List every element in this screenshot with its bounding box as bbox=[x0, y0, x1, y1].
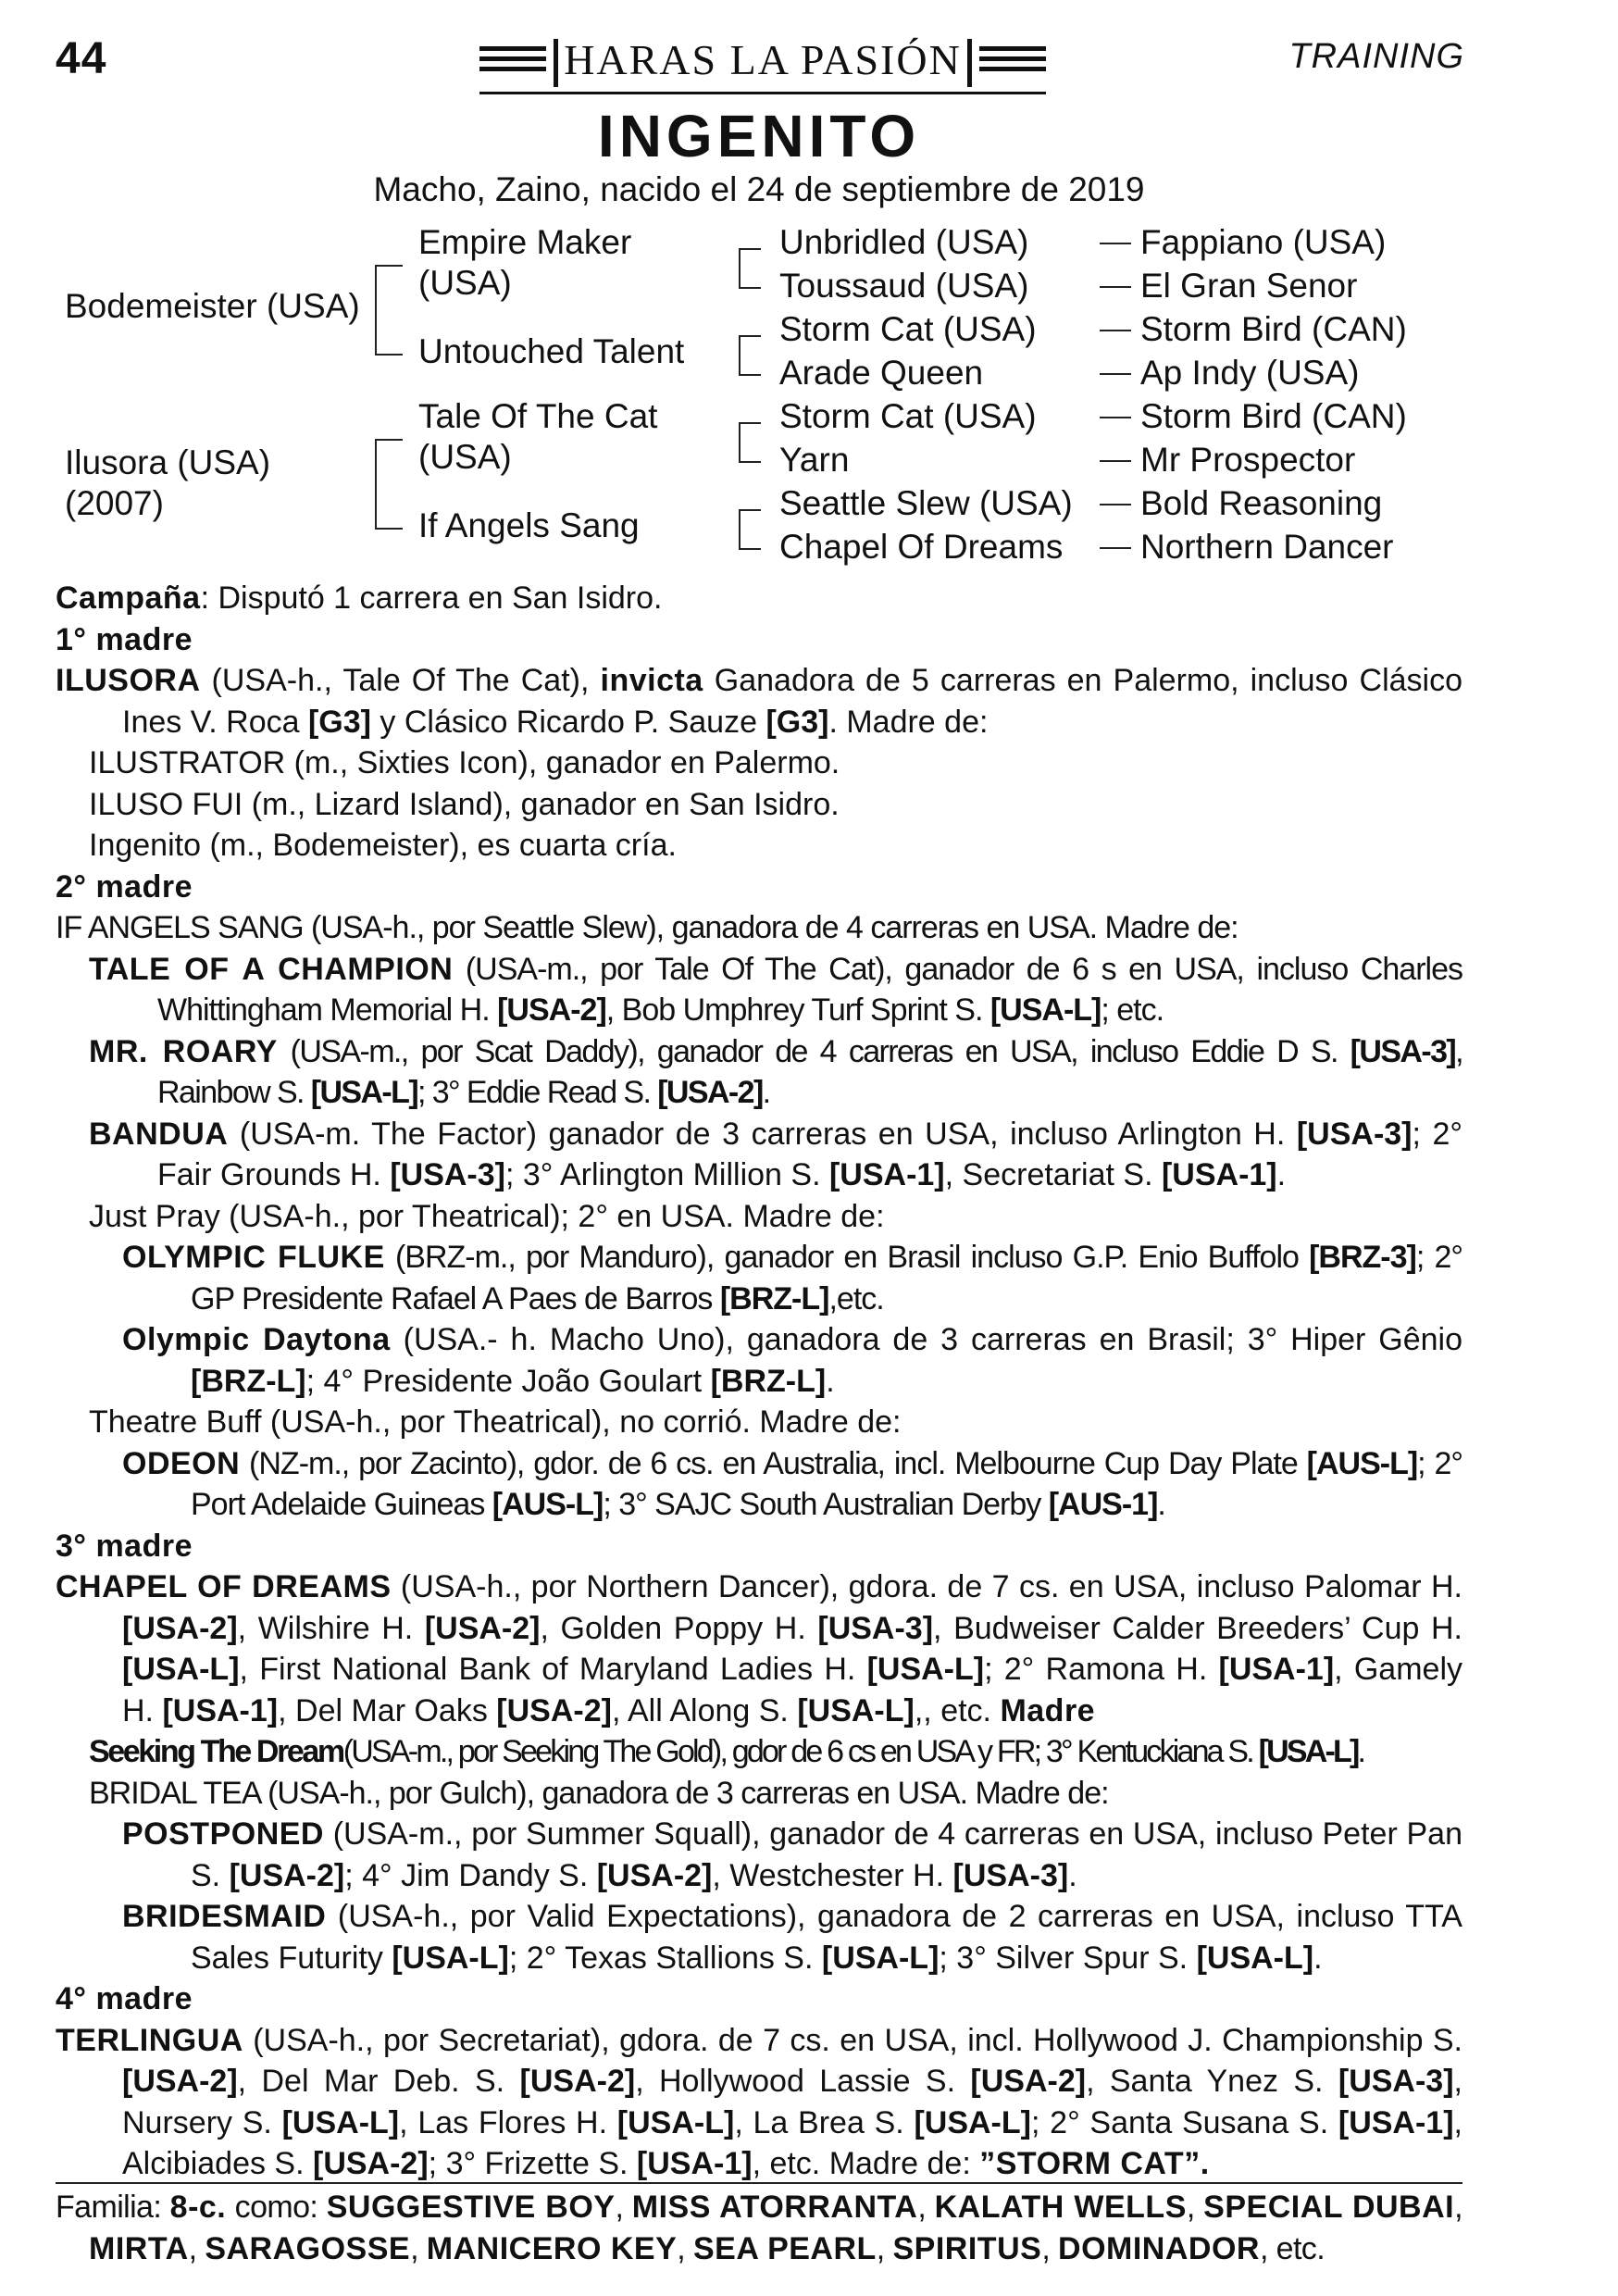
pedigree-gen4-item: Bold Reasoning bbox=[1140, 484, 1383, 522]
pedigree-gen4-item: Ap Indy (USA) bbox=[1140, 354, 1360, 392]
pedigree-gen4-item: Mr Prospector bbox=[1140, 441, 1356, 479]
pedigree-gen3-item: Unbridled (USA) bbox=[779, 223, 1029, 261]
pedigree-gen4-item: El Gran Senor bbox=[1140, 267, 1358, 305]
dam4-entry: TERLINGUA (USA-h., por Secretariat), gdora. de 7 cs. en USA, incl. Hollywood J. Championship S. [USA-2], Del Mar Deb. S. [USA-2], Hollywood Lassie S. [USA-2], Santa Ynez S. [USA-3], Nursery S. [USA-L], Las Flores H. [USA-L], La Brea S. [USA-L]; 2° Santa Susana S. [USA-1], Alcibiades S. [USA-2]; 3° Frizette S. [USA-1], etc. Madre de: ”STORM CAT”. bbox=[56, 2022, 1462, 2181]
pedigree-gen3-item: Storm Cat (USA) bbox=[779, 310, 1037, 348]
pedigree-gen2-item: If Angels Sang bbox=[418, 506, 640, 544]
dam2-intro: IF ANGELS SANG (USA-h., por Seattle Slew), ganadora de 4 carreras en USA. Madre de: bbox=[56, 910, 1238, 945]
dam1-heading: 1° madre bbox=[56, 621, 193, 657]
pedigree-gen2-item: Empire Maker (USA) bbox=[418, 223, 632, 302]
dam1-produce-item: ILUSO FUI (m., Lizard Island), ganador en San Isidro. bbox=[89, 786, 840, 822]
dam1-produce-item: ILUSTRATOR (m., Sixties Icon), ganador en Palermo. bbox=[89, 745, 840, 780]
pedigree-bracket bbox=[739, 335, 761, 376]
produce-entry-postponed: POSTPONED (USA-m., por Summer Squall), ganador de 4 carreras en USA, incluso Peter Pan S. [USA-2]; 4° Jim Dandy S. [USA-2], Westchester H. [USA-3]. bbox=[122, 1816, 1462, 1893]
pedigree-gen2-item: Tale Of The Cat (USA) bbox=[418, 397, 658, 476]
pedigree-gen2-item: Untouched Talent bbox=[418, 332, 685, 370]
pedigree-gen3-item: Toussaud (USA) bbox=[779, 267, 1029, 305]
produce-entry-bridal-tea: BRIDAL TEA (USA-h., por Gulch), ganadora de 3 carreras en USA. Madre de: bbox=[89, 1775, 1109, 1811]
horse-name: INGENITO bbox=[597, 103, 921, 169]
produce-entry-bandua: BANDUA (USA-m. The Factor) ganador de 3 carreras en USA, incluso Arlington H. [USA-3]; 2° Fair Grounds H. [USA-3]; 3° Arlington Million S. [USA-1], Secretariat S. [USA-1]. bbox=[89, 1116, 1463, 1192]
dam2-heading: 2° madre bbox=[56, 868, 193, 905]
catalog-body bbox=[56, 578, 1462, 2185]
pedigree-sire: Bodemeister (USA) bbox=[65, 287, 360, 325]
family-divider bbox=[56, 2182, 1462, 2184]
logo-bars-right bbox=[979, 46, 1046, 81]
produce-entry-just-pray: Just Pray (USA-h., por Theatrical); 2° en USA. Madre de: bbox=[89, 1198, 885, 1234]
produce-entry-olympic-daytona: Olympic Daytona (USA.- h. Macho Uno), ganadora de 3 carreras en Brasil; 3° Hiper Gênio [BRZ-L]; 4° Presidente João Goulart [BRZ-L]. bbox=[122, 1322, 1463, 1399]
produce-entry-bridesmaid: BRIDESMAID (USA-h., por Valid Expectations), ganadora de 2 carreras en USA, incluso TTA Sales Futurity [USA-L]; 2° Texas Stallions S. [USA-L]; 3° Silver Spur S. [USA-L]. bbox=[122, 1899, 1462, 1976]
produce-entry-mr-roary: MR. ROARY (USA-m., por Scat Daddy), ganador de 4 carreras en USA, incluso Eddie D S. [USA-3], Rainbow S. [USA-L]; 3° Eddie Read S. [USA-2]. bbox=[89, 1033, 1462, 1110]
dam4-heading: 4° madre bbox=[56, 1981, 193, 2016]
pedigree-gen3-item: Storm Cat (USA) bbox=[779, 397, 1037, 435]
pedigree-dam-year: (2007) bbox=[65, 484, 164, 522]
page-number: 44 bbox=[56, 34, 107, 83]
pedigree-dam: Ilusora (USA) bbox=[65, 443, 271, 481]
produce-entry-olympic-fluke: OLYMPIC FLUKE (BRZ-m., por Manduro), ganador en Brasil incluso G.P. Enio Buffolo [BRZ-3]; 2° GP Presidente Rafael A Paes de Barros [BRZ-L],etc. bbox=[122, 1240, 1462, 1316]
pedigree-bracket bbox=[739, 422, 761, 463]
pedigree-gen3-item: Arade Queen bbox=[779, 354, 984, 392]
dam1-produce-item: Ingenito (m., Bodemeister), es cuarta cría. bbox=[89, 828, 677, 863]
pedigree-bracket bbox=[739, 509, 761, 550]
pedigree-gen4-item: Storm Bird (CAN) bbox=[1140, 310, 1407, 348]
dam3-heading: 3° madre bbox=[56, 1528, 193, 1564]
pedigree-bracket bbox=[739, 248, 761, 289]
pedigree-bracket bbox=[375, 265, 403, 356]
dam1-entry: ILUSORA (USA-h., Tale Of The Cat), invicta Ganadora de 5 carreras en Palermo, incluso Clásico Ines V. Roca [G3] y Clásico Ricardo P. Sauze [G3]. Madre de: bbox=[56, 663, 1462, 740]
produce-entry-seeking-the-dream: Seeking The Dream(USA-m., por Seeking The Gold), gdor de 6 cs en USA y FR; 3° Kentuckiana S. [USA-L]. bbox=[89, 1734, 1364, 1769]
logo-text: HARAS LA PASIÓN bbox=[564, 36, 962, 83]
stud-logo bbox=[479, 35, 1046, 91]
pedigree-gen3-item: Yarn bbox=[779, 441, 850, 479]
campaign-line: Campaña: Disputó 1 carrera en San Isidro. bbox=[56, 580, 663, 616]
section-label: TRAINING bbox=[1288, 37, 1464, 76]
pedigree-gen4-item: Fappiano (USA) bbox=[1140, 223, 1387, 261]
pedigree-bracket bbox=[375, 439, 403, 530]
pedigree-gen3-item: Seattle Slew (USA) bbox=[779, 484, 1073, 522]
pedigree-gen4-item: Storm Bird (CAN) bbox=[1140, 397, 1407, 435]
family-line: Familia: 8-c. como: SUGGESTIVE BOY, MISS ATORRANTA, KALATH WELLS, SPECIAL DUBAI, MIRTA, SARAGOSSE, MANICERO KEY, SEA PEARL, SPIRITUS, DOMINADOR, etc. bbox=[56, 2190, 1462, 2266]
dam3-entry: CHAPEL OF DREAMS (USA-h., por Northern Dancer), gdora. de 7 cs. en USA, incluso Palomar H. [USA-2], Wilshire H. [USA-2], Golden Poppy H. [USA-3], Budweiser Calder Breeders’ Cup H. [USA-L], First National Bank of Maryland Ladies H. [USA-L]; 2° Ramona H. [USA-1], Gamely H. [USA-1], Del Mar Oaks [USA-2], All Along S. [USA-L],, etc. Madre bbox=[56, 1569, 1463, 1728]
horse-description: Macho, Zaino, nacido el 24 de septiembre de 2019 bbox=[373, 170, 1145, 208]
produce-entry-theatre-buff: Theatre Buff (USA-h., por Theatrical), no corrió. Madre de: bbox=[89, 1404, 902, 1440]
logo-bars-left bbox=[479, 46, 546, 81]
pedigree-gen4-item: Northern Dancer bbox=[1140, 528, 1394, 566]
produce-entry-tale-of-a-champion: TALE OF A CHAMPION (USA-m., por Tale Of The Cat), ganador de 6 s en USA, incluso Charles Whittingham Memorial H. [USA-2], Bob Umphrey Turf Sprint S. [USA-L]; etc. bbox=[89, 951, 1462, 1028]
pedigree-gen3-item: Chapel Of Dreams bbox=[779, 528, 1064, 566]
produce-entry-odeon: ODEON (NZ-m., por Zacinto), gdor. de 6 cs. en Australia, incl. Melbourne Cup Day Plate [AUS-L]; 2° Port Adelaide Guineas [AUS-L]; 3° SAJC South Australian Derby [AUS-1]. bbox=[122, 1445, 1462, 1522]
